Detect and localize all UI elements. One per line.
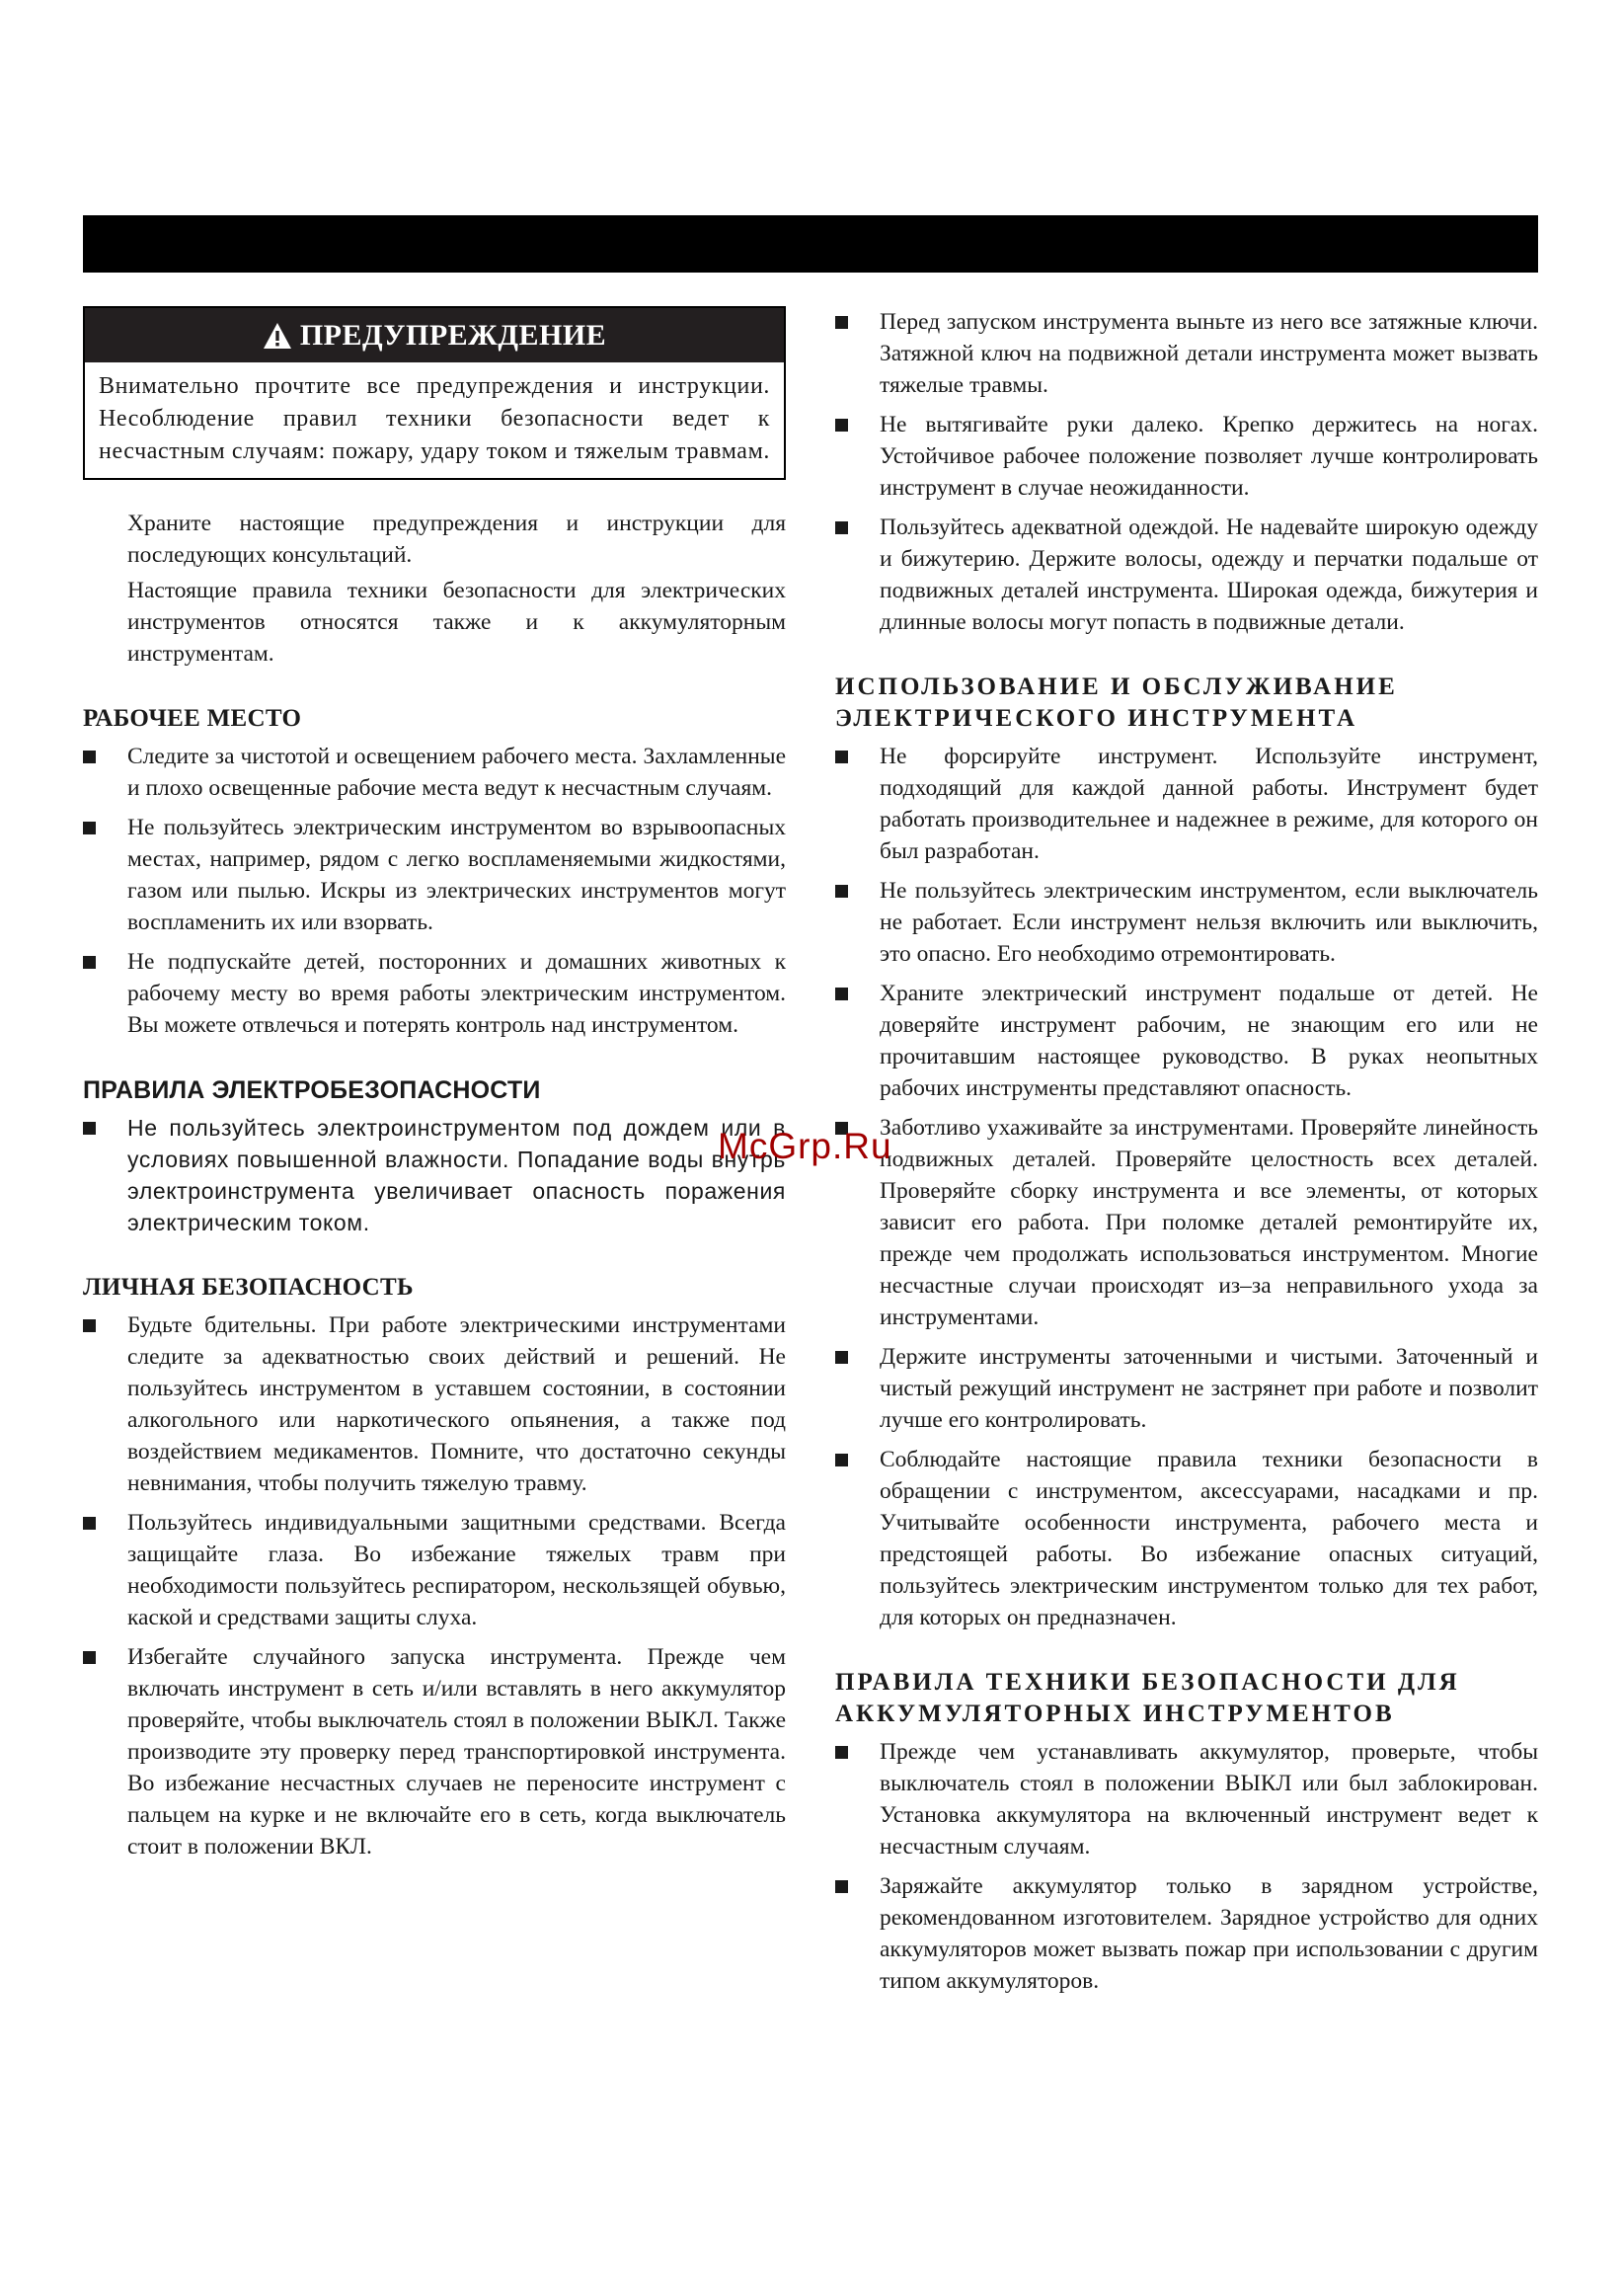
square-bullet-icon bbox=[835, 885, 848, 898]
list-item bbox=[835, 1341, 1538, 1436]
list-item bbox=[835, 875, 1538, 970]
square-bullet-icon bbox=[835, 1454, 848, 1466]
list-item bbox=[835, 978, 1538, 1104]
warning-box bbox=[83, 306, 786, 480]
section-title-personal: ЛИЧНАЯ БЕЗОПАСНОСТЬ bbox=[83, 1274, 414, 1301]
left-column bbox=[83, 306, 786, 1870]
square-bullet-icon bbox=[835, 1351, 848, 1364]
list-item-text: Не пользуйтесь электрическим инструментом, если выключатель не работает. Если инструмент нельзя включить или выключить, это опасно. Его необходимо отремонтировать. bbox=[880, 878, 1538, 967]
list-item-text: Заряжайте аккумулятор только в зарядном устройстве, рекомендованном изготовителем. Зарядное устройство для одних аккумуляторов может вызвать пожар при использовании с другим типом аккумуляторов. bbox=[880, 1873, 1538, 1994]
list-item-text: Не вытягивайте руки далеко. Крепко держитесь на ногах. Устойчивое рабочее положение позволяет лучше контролировать инструмент в случае неожиданности. bbox=[880, 412, 1538, 501]
warning-triangle-icon bbox=[263, 322, 292, 350]
list-item-text: Храните электрический инструмент подальше от детей. Не доверяйте инструмент рабочим, не знающим его или не прочитавшим настоящее руководство. В руках неопытных рабочих инструменты представляют опасность. bbox=[880, 981, 1538, 1101]
list-item-text: Будьте бдительны. При работе электрическими инструментами следите за адекватностью своих действий и решений. Не пользуйтесь инструментом в уставшем состоянии, в состоянии алкогольного или наркотического опьянения, а также под воздействием медикаментов. Помните, что достаточно секунды невнимания, чтобы получить тяжелую травму. bbox=[127, 1312, 786, 1496]
list-item-text: Пользуйтесь индивидуальными защитными средствами. Всегда защищайте глаза. Во избежание тяжелых травм при необходимости пользуйтесь респиратором, нескользящей обувью, каской и средствами защиты слуха. bbox=[127, 1510, 786, 1630]
square-bullet-icon bbox=[835, 988, 848, 1000]
list-item bbox=[83, 1641, 786, 1862]
list-item bbox=[835, 1112, 1538, 1333]
list-item bbox=[835, 409, 1538, 504]
square-bullet-icon bbox=[83, 822, 96, 834]
list-item-text: Не пользуйтесь электроинструментом под дождем или в условиях повышенной влажности. Попадание воды внутрь электроинструмента увеличивает опасность поражения электрическим током. bbox=[127, 1115, 786, 1235]
square-bullet-icon bbox=[83, 751, 96, 763]
warning-text: Внимательно прочтите все предупреждения и инструкции. Несоблюдение правил техники безопасности ведет к несчастным случаям: пожару, удару током и тяжелым травмам. bbox=[99, 373, 770, 464]
list-item-text: Прежде чем устанавливать аккумулятор, проверьте, чтобы выключатель стоял в положении ВЫКЛ или был заблокирован. Установка аккумулятора на включенный инструмент ведет к несчастным случаям. bbox=[880, 1739, 1538, 1860]
warning-header bbox=[85, 308, 784, 362]
list-item-text: Не форсируйте инструмент. Используйте инструмент, подходящий для каждой данной работы. Инструмент будет работать производительнее и надежнее в режиме, для которого он был разработан. bbox=[880, 744, 1538, 864]
list-item bbox=[835, 512, 1538, 638]
intro-paragraph: Храните настоящие предупреждения и инструкции для последующих консультаций. bbox=[127, 511, 786, 568]
square-bullet-icon bbox=[835, 1880, 848, 1893]
list-item bbox=[83, 1507, 786, 1633]
warning-title: ПРЕДУПРЕЖДЕНИЕ bbox=[299, 318, 607, 352]
square-bullet-icon bbox=[835, 521, 848, 534]
list-item-text: Соблюдайте настоящие правила техники безопасности в обращении с инструментом, аксессуарами, насадками и пр. Учитывайте особенности инструмента, рабочего места и предстоящей работы. Во избежание опасных ситуаций, пользуйтесь электрическим инструментом только для тех работ, для которых он предназначен. bbox=[880, 1447, 1538, 1630]
section-title-electrical: ПРАВИЛА ЭЛЕКТРОБЕЗОПАСНОСТИ bbox=[83, 1076, 541, 1104]
list-item bbox=[83, 1309, 786, 1499]
list-item bbox=[835, 741, 1538, 867]
section-title-workplace: РАБОЧЕЕ МЕСТО bbox=[83, 705, 302, 732]
list-item bbox=[83, 741, 786, 804]
section-title-battery: ПРАВИЛА ТЕХНИКИ БЕЗОПАСНОСТИ ДЛЯ АККУМУЛЯТОРНЫХ ИНСТРУМЕНТОВ bbox=[835, 1669, 1460, 1727]
square-bullet-icon bbox=[83, 1319, 96, 1332]
list-item bbox=[835, 1736, 1538, 1862]
list-item-text: Перед запуском инструмента выньте из него все затяжные ключи. Затяжной ключ на подвижной детали инструмента может вызвать тяжелые травмы. bbox=[880, 309, 1538, 398]
list-item-text: Не подпускайте детей, посторонних и домашних животных к рабочему месту во время работы электрическим инструментом. Вы можете отвлечься и потерять контроль над инструментом. bbox=[127, 949, 786, 1038]
square-bullet-icon bbox=[835, 1746, 848, 1759]
list-item bbox=[835, 1870, 1538, 1997]
list-item bbox=[83, 1112, 786, 1238]
right-column bbox=[835, 306, 1538, 2005]
list-item bbox=[83, 946, 786, 1041]
square-bullet-icon bbox=[835, 316, 848, 329]
section-title-usage: ИСПОЛЬЗОВАНИЕ И ОБСЛУЖИВАНИЕ ЭЛЕКТРИЧЕСКОГО ИНСТРУМЕНТА bbox=[835, 673, 1398, 732]
list-item bbox=[835, 1444, 1538, 1633]
list-item-text: Пользуйтесь адекватной одеждой. Не надевайте широкую одежду и бижутерию. Держите волосы, одежду и перчатки подальше от подвижных деталей инструмента. Широкая одежда, бижутерия и длинные волосы могут попасть в подвижные детали. bbox=[880, 515, 1538, 635]
square-bullet-icon bbox=[83, 1651, 96, 1664]
intro-paragraph: Настоящие правила техники безопасности для электрических инструментов относятся также и к аккумуляторным инструментам. bbox=[127, 578, 786, 667]
square-bullet-icon bbox=[83, 1517, 96, 1530]
list-item-text: Избегайте случайного запуска инструмента. Прежде чем включать инструмент в сеть и/или вставлять в него аккумулятор проверяйте, чтобы выключатель стоял в положении ВЫКЛ. Также производите эту проверку перед транспортировкой инструмента. Во избежание несчастных случаев не переносите инструмент с пальцем на курке и не включайте его в сеть, когда выключатель стоит в положении ВКЛ. bbox=[127, 1644, 786, 1860]
list-item-text: Заботливо ухаживайте за инструментами. Проверяйте линейность подвижных деталей. Проверяйте целостность всех деталей. Проверяйте сборку инструмента и все элементы, от которых зависит его работа. При поломке деталей ремонтируйте их, прежде чем продолжать использоваться инструментом. Многие несчастные случаи происходят из–за неправильного ухода за инструментами. bbox=[880, 1115, 1538, 1330]
square-bullet-icon bbox=[835, 419, 848, 432]
list-item-text: Держите инструменты заточенными и чистыми. Заточенный и чистый режущий инструмент не застрянет при работе и позволит лучше его контролировать. bbox=[880, 1344, 1538, 1433]
list-item bbox=[83, 812, 786, 938]
watermark: McGrp.Ru bbox=[718, 1126, 892, 1166]
list-item-text: Следите за чистотой и освещением рабочего места. Захламленные и плохо освещенные рабочие места ведут к несчастным случаям. bbox=[127, 744, 786, 801]
list-item bbox=[835, 306, 1538, 401]
header-bar bbox=[83, 215, 1538, 273]
square-bullet-icon bbox=[83, 1122, 96, 1135]
square-bullet-icon bbox=[835, 751, 848, 763]
square-bullet-icon bbox=[83, 956, 96, 969]
list-item-text: Не пользуйтесь электрическим инструментом во взрывоопасных местах, например, рядом с легко воспламеняемыми жидкостями, газом или пылью. Искры из электрических инструментов могут воспламенить их или взорвать. bbox=[127, 815, 786, 935]
